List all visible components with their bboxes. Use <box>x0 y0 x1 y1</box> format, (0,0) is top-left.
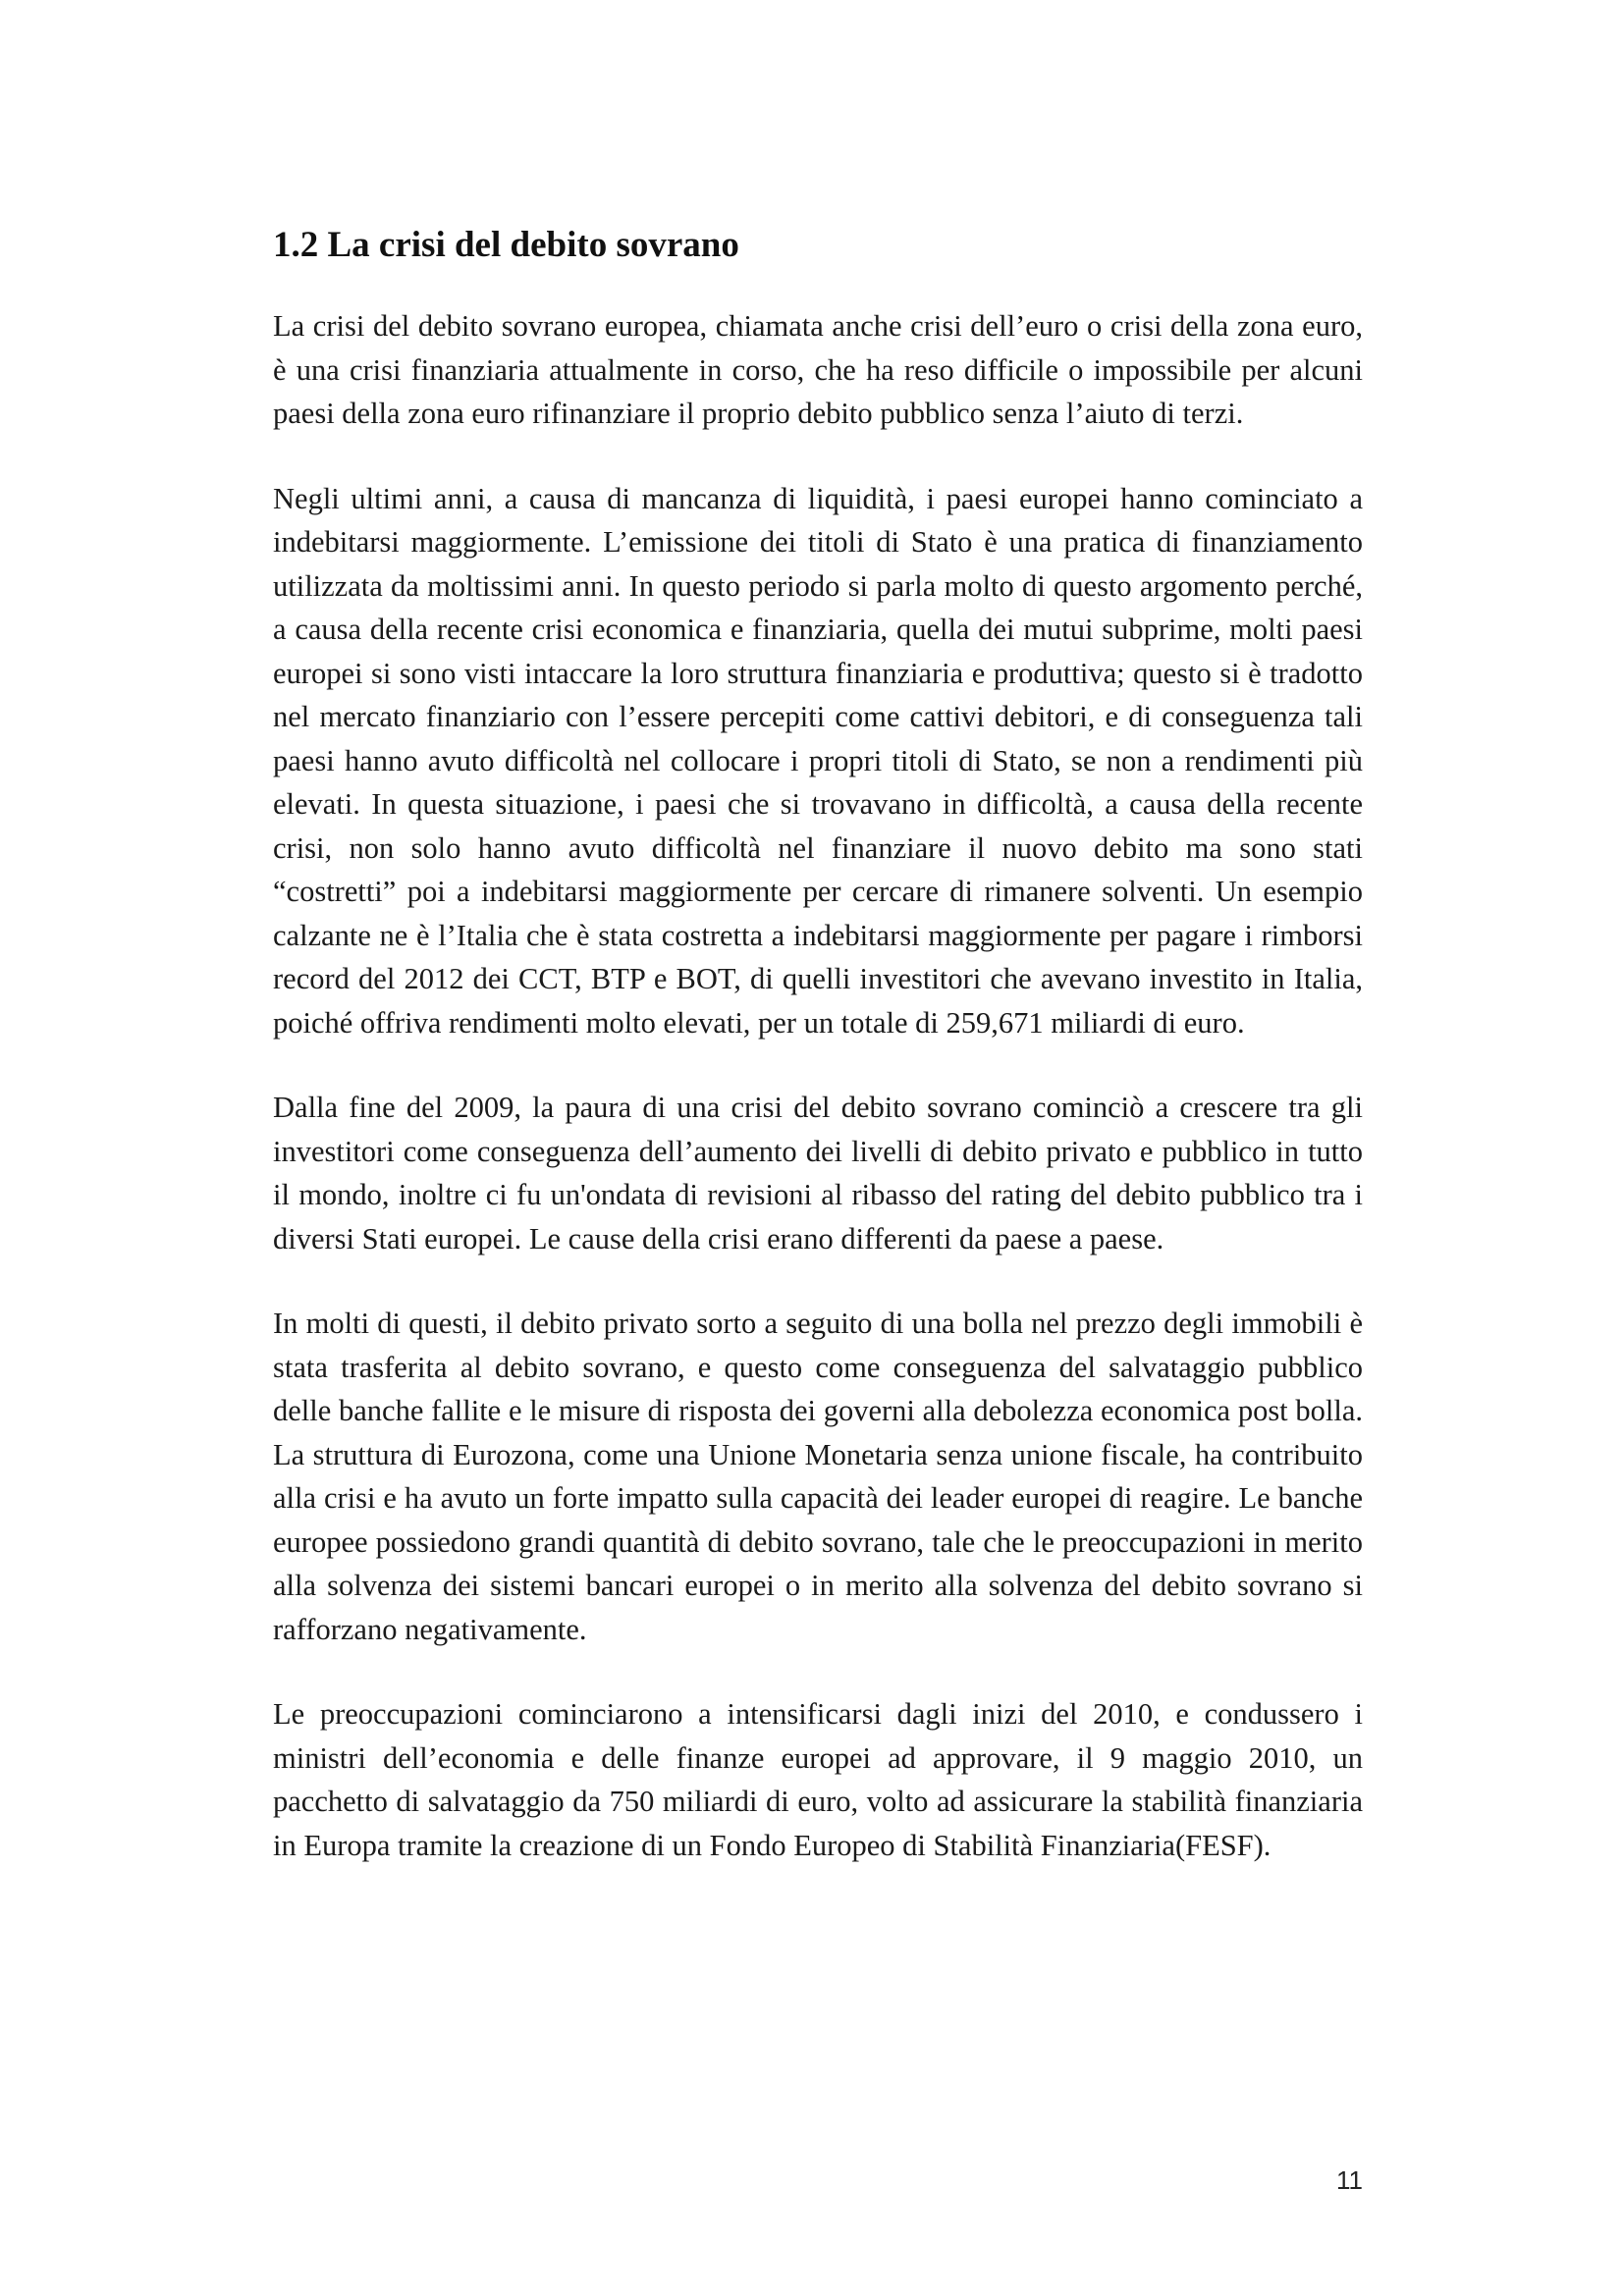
page-number: 11 <box>1336 2165 1363 2195</box>
paragraph-3: Dalla fine del 2009, la paura di una crisi del debito sovrano cominciò a crescere tra gli investitori come conseguenza dell’aumento dei livelli di debito privato e pubblico in tutto il mondo, inoltre ci fu un'ondata di revisioni al ribasso del rating del debito pubblico tra i diversi Stati europei. Le cause della crisi erano differenti da paese a paese. <box>273 1091 1363 1255</box>
paragraph-4: In molti di questi, il debito privato sorto a seguito di una bolla nel prezzo degli immobili è stata trasferita al debito sovrano, e questo come conseguenza del salvataggio pubblico delle banche fallite e le misure di risposta dei governi alla debolezza economica post bolla. La struttura di Eurozona, come una Unione Monetaria senza unione fiscale, ha contribuito alla crisi e ha avuto un forte impatto sulla capacità dei leader europei di reagire. Le banche europee possiedono grandi quantità di debito sovrano, tale che le preoccupazioni in merito alla solvenza dei sistemi bancari europei o in merito alla solvenza del debito sovrano si rafforzano negativamente. <box>273 1307 1363 1646</box>
paragraph-5: Le preoccupazioni cominciarono a intensificarsi dagli inizi del 2010, e condussero i ministri dell’economia e delle finanze europei ad approvare, il 9 maggio 2010, un pacchetto di salvataggio da 750 miliardi di euro, volto ad assicurare la stabilità finanziaria in Europa tramite la creazione di un Fondo Europeo di Stabilità Finanziaria(FESF). <box>273 1697 1363 1862</box>
paragraph-2: Negli ultimi anni, a causa di mancanza di liquidità, i paesi europei hanno cominciato a indebitarsi maggiormente. L’emissione dei titoli di Stato è una pratica di finanziamento utilizzata da moltissimi anni. In questo periodo si parla molto di questo argomento perché, a causa della recente crisi economica e finanziaria, quella dei mutui subprime, molti paesi europei si sono visti intaccare la loro struttura finanziaria e produttiva; questo si è tradotto nel mercato finanziario con l’essere percepiti come cattivi debitori, e di conseguenza tali paesi hanno avuto difficoltà nel collocare i propri titoli di Stato, se non a rendimenti più elevati. In questa situazione, i paesi che si trovavano in difficoltà, a causa della recente crisi, non solo hanno avuto difficoltà nel finanziare il nuovo debito ma sono stati “costretti” poi a indebitarsi maggiormente per cercare di rimanere solventi. Un esempio calzante ne è l’Italia che è stata costretta a indebitarsi maggiormente per pagare i rimborsi record del 2012 dei CCT, BTP e BOT, di quelli investitori che avevano investito in Italia, poiché offriva rendimenti molto elevati, per un totale di 259,671 miliardi di euro. <box>273 481 1363 1040</box>
paragraph-1: La crisi del debito sovrano europea, chiamata anche crisi dell’euro o crisi della zona euro, è una crisi finanziaria attualmente in corso, che ha reso difficile o impossibile per alcuni paesi della zona euro rifinanziare il proprio debito pubblico senza l’aiuto di terzi. <box>273 309 1363 430</box>
section-heading: 1.2 La crisi del debito sovrano <box>273 225 739 265</box>
page-content <box>273 224 1363 1908</box>
